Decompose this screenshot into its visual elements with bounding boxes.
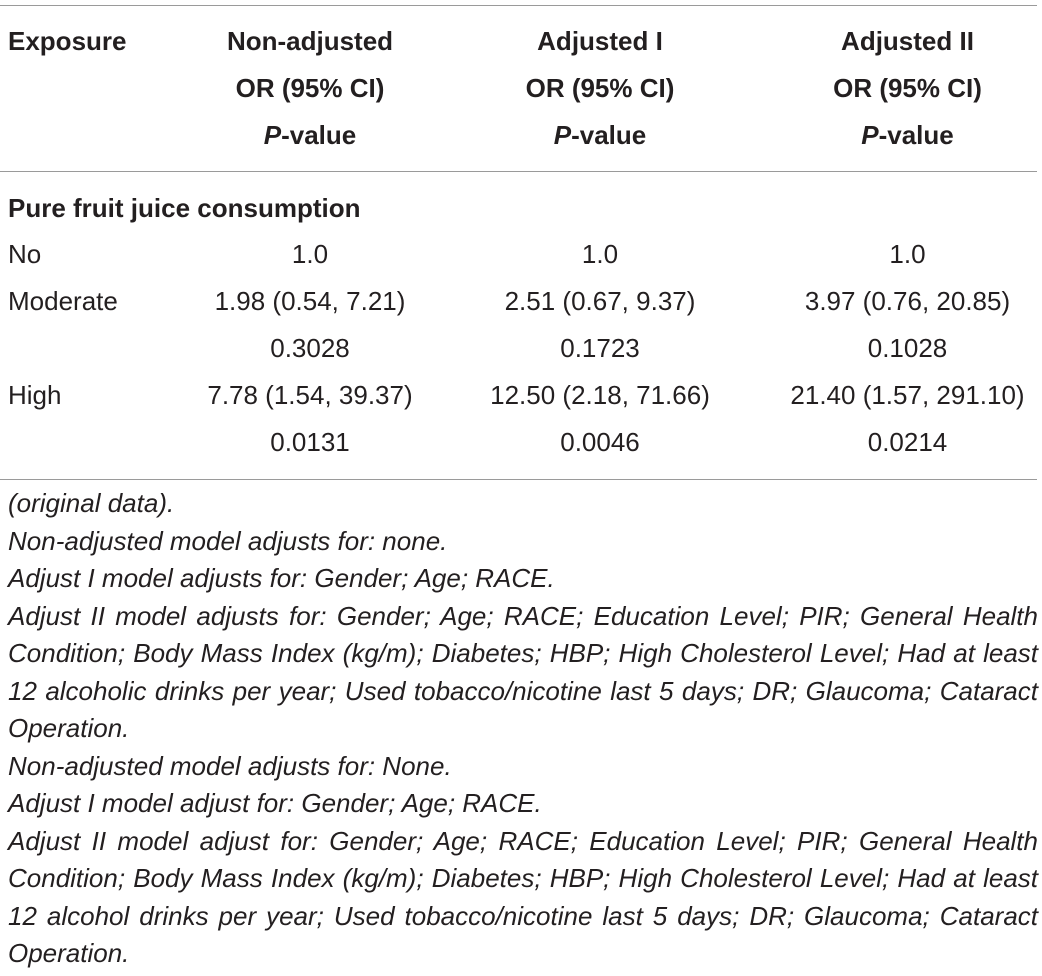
footnote: Non-adjusted model adjusts for: None. <box>8 750 452 781</box>
column-stat: OR (95% CI) <box>525 73 675 103</box>
or-cell: 7.78 (1.54, 39.37) <box>207 380 413 410</box>
pvalue-cell: 0.0046 <box>560 427 640 457</box>
table-bottom-rule <box>0 479 1037 480</box>
or-cell: 2.51 (0.67, 9.37) <box>504 286 696 316</box>
or-cell: 21.40 (1.57, 291.10) <box>790 380 1025 410</box>
footnote: Adjust I model adjusts for: Gender; Age; RACE. <box>8 563 555 593</box>
row-label-no: No <box>8 239 42 269</box>
table-top-rule <box>0 5 1037 6</box>
or-cell: 1.0 <box>889 239 926 269</box>
or-cell: 3.97 (0.76, 20.85) <box>804 286 1011 316</box>
row-label-high: High <box>8 380 62 410</box>
pvalue-cell: 0.1723 <box>560 333 640 363</box>
or-cell: 1.0 <box>581 239 619 269</box>
column-pvalue: P-value <box>553 120 647 150</box>
pvalue-cell: 0.3028 <box>270 333 350 363</box>
pvalue-cell: 0.0131 <box>270 427 350 457</box>
table-footnotes <box>8 485 1038 973</box>
footnote: (original data). <box>8 488 175 518</box>
row-label-moderate: Moderate <box>8 286 118 316</box>
column-pvalue: P-value <box>263 120 357 150</box>
footnote: Non-adjusted model adjusts for: none. <box>8 525 448 556</box>
header-non-adjusted <box>205 18 415 159</box>
header-adjusted-ii <box>770 18 1042 159</box>
column-stat: OR (95% CI) <box>833 73 982 103</box>
footnote: Adjust II model adjust for: Gender; Age; RACE; Education Level; PIR; General Health Condition; Body Mass Index (kg/m); Diabetes; HBP; High Cholesterol Level; Had at least 12 alcohol drinks per year; Used tobacco/nicotine last 5 days; DR; Glaucoma; Cataract Operation. <box>8 825 1038 968</box>
or-cell: 1.98 (0.54, 7.21) <box>214 286 406 316</box>
column-name: Adjusted I <box>537 26 663 56</box>
footnote: Adjust I model adjust for: Gender; Age; RACE. <box>8 788 542 818</box>
or-cell: 1.0 <box>291 239 329 269</box>
header-bottom-rule <box>0 171 1037 172</box>
exposure-header-label: Exposure <box>8 26 127 56</box>
column-stat: OR (95% CI) <box>235 73 385 103</box>
or-cell: 12.50 (2.18, 71.66) <box>490 380 710 410</box>
header-exposure <box>8 18 198 65</box>
pvalue-cell: 0.1028 <box>867 333 948 363</box>
section-title: Pure fruit juice consumption <box>8 193 361 223</box>
pvalue-cell: 0.0214 <box>867 427 948 457</box>
column-name: Adjusted II <box>841 26 974 56</box>
header-adjusted-i <box>490 18 710 159</box>
column-pvalue: P-value <box>861 120 954 150</box>
column-name: Non-adjusted <box>226 26 394 56</box>
footnote: Adjust II model adjusts for: Gender; Age; RACE; Education Level; PIR; General Health Condition; Body Mass Index (kg/m); Diabetes; HBP; High Cholesterol Level; Had at least 12 alcoholic drinks per year; Used tobacco/nicotine last 5 days; DR; Glaucoma; Cataract Operation. <box>8 600 1038 743</box>
